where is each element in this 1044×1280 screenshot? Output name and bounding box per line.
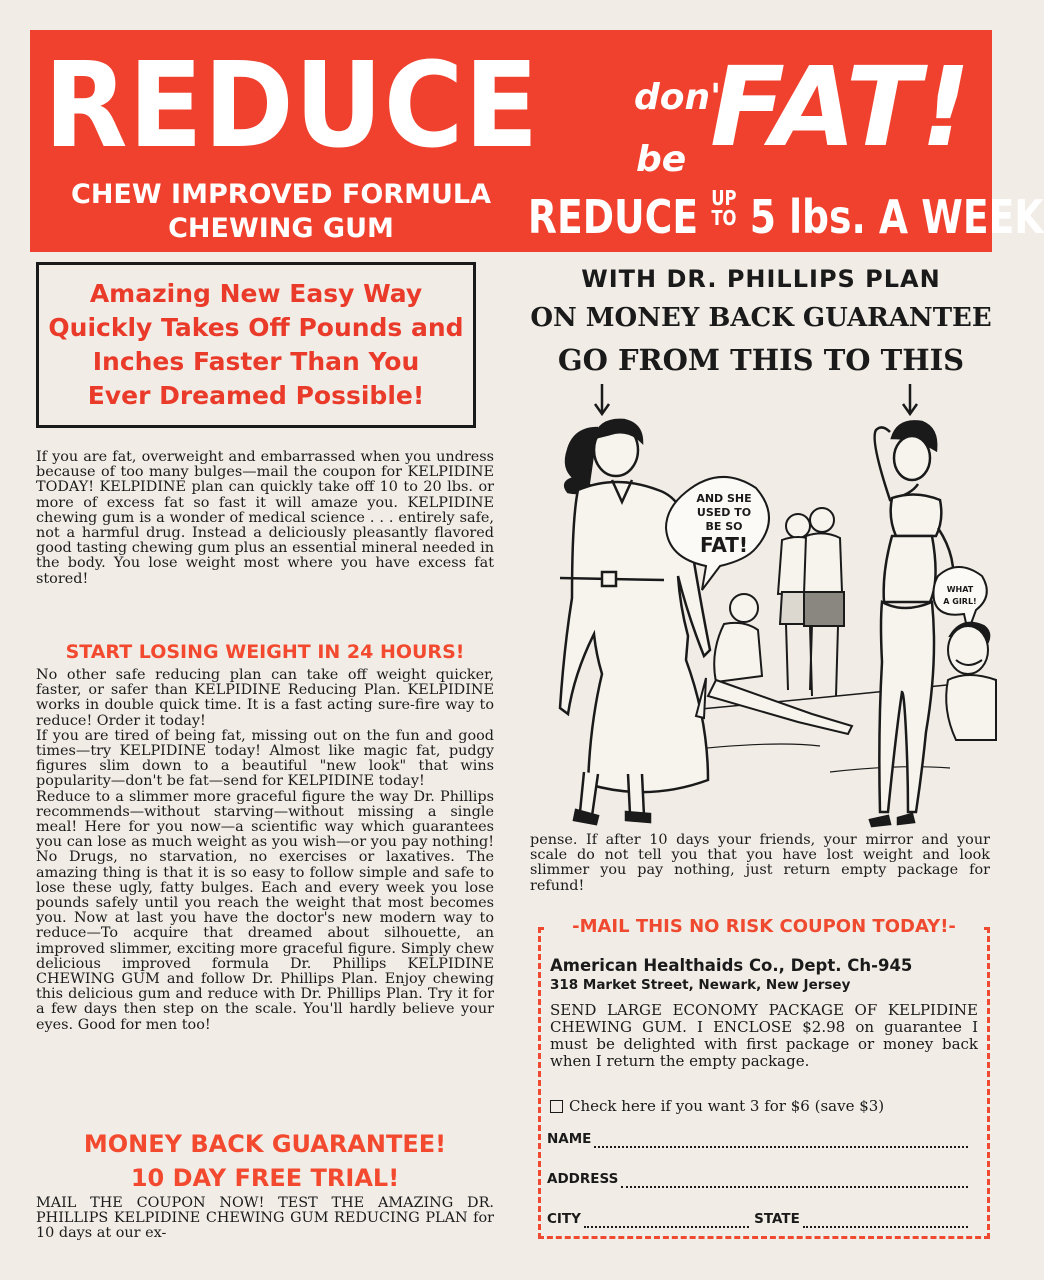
grinning-man-figure [946,623,996,740]
triple-pack-checkbox[interactable] [550,1100,563,1113]
city-label: CITY [547,1211,581,1227]
banner-fat-word: FAT! [710,43,971,171]
paragraph-safe-plan: No other safe reducing plan can take off weight quicker, faster, or safer than KELPIDINE Reducing Plan. KELPIDINE works in double quick time. It is a fast acting sure-fire way to reduce! Order it today! [36,667,494,729]
mail-coupon-paragraph: MAIL THE COUPON NOW! TEST THE AMAZING DR. PHILLIPS KELPIDINE CHEWING GUM REDUCING PLAN for 10 days at our ex- [36,1195,494,1242]
before-after-illustration [520,380,996,830]
down-arrow-icon-left [595,384,609,414]
bubble1-line-4: FAT! [699,533,749,557]
plan-heading [526,262,996,380]
plan-heading-line-1: WITH DR. PHILLIPS PLAN [581,265,941,293]
order-coupon[interactable] [538,927,990,1239]
bubble1-line-1: AND SHE [696,492,752,505]
address-field-row [547,1170,971,1188]
start-losing-heading: START LOSING WEIGHT IN 24 HOURS! [65,641,465,663]
name-field[interactable] [594,1134,968,1148]
city-state-field-row [547,1210,971,1228]
standing-men-figures [778,508,844,696]
red-banner [30,30,1044,252]
bubble1-line-3: BE SO [705,520,743,533]
name-label: NAME [547,1131,592,1147]
bubble1-line-2: USED TO [696,506,752,519]
coupon-title: -MAIL THIS NO RISK COUPON TODAY!- [546,915,982,939]
bubble2-line-1: WHAT [946,585,974,594]
speech-bubble-what-a-girl [934,567,987,632]
banner-chew-gum-text [66,178,496,246]
paragraph-tired-of-fat: If you are tired of being fat, missing out on the fun and good times—try KELPIDINE today! Almost like magic fat, pudgy figures slim down to a beautiful "new look" that wins popularity—don't be fat—send for KELPIDINE today! [36,727,494,790]
banner-chew-line-1: CHEW IMPROVED FORMULA [71,179,491,210]
company-address: 318 Market Street, Newark, New Jersey [550,977,851,993]
order-instructions: SEND LARGE ECONOMY PACKAGE OF KELPIDINE CHEWING GUM. I ENCLOSE $2.98 on guarantee I must be delighted with first package or money back when I return the empty package. [550,1001,978,1070]
address-label: ADDRESS [547,1171,619,1187]
intro-paragraph: If you are fat, overweight and embarrassed when you undress because of too many bulges—mail the coupon for KELPIDINE TODAY! KELPIDINE plan can quickly take off 10 to 20 lbs. or more of excess fat so fast it will amaze you. KELPIDINE chewing gum is a wonder of medical science . . . entirely safe, not a harmful drug. Instead a deliciously pleasantly flavored good tasting chewing gum plus an essential mineral needed in the body. You lose weight most where you have excess fat stored! [36,449,494,587]
headline-text: Amazing New Easy Way Quickly Takes Off Pounds and Inches Faster Than You Ever Dreamed Possible! [48,279,464,410]
bubble2-line-2: A GIRL! [943,597,977,606]
banner-reduce-per-week [527,186,1044,244]
banner-dont-word: don't [634,77,739,118]
state-label: STATE [754,1211,800,1227]
slim-woman-figure [870,421,953,826]
triple-pack-option[interactable] [550,1096,884,1116]
banner-reduce-word: REDUCE [44,36,540,174]
triple-pack-label: Check here if you want 3 for $6 (save $3) [569,1097,885,1115]
money-back-heading: MONEY BACK GUARANTEE! [83,1130,447,1158]
banner-up: UP [711,186,737,210]
refund-paragraph: pense. If after 10 days your friends, your mirror and your scale do not tell you that you have lost weight and look slimmer you pay nothing, just return empty package for refund! [530,832,990,894]
banner-chew-line-2: CHEWING GUM [168,213,394,244]
plan-heading-line-3: GO FROM THIS TO THIS [557,343,965,377]
company-name: American Healthaids Co., Dept. Ch-945 [550,956,913,975]
down-arrow-icon-right [903,384,917,414]
address-field[interactable] [621,1174,968,1188]
main-copy [36,668,494,1033]
state-field[interactable] [803,1214,968,1228]
banner-up-to [711,188,736,228]
name-field-row [547,1130,971,1148]
city-field[interactable] [584,1214,749,1228]
banner-reduce-suffix: 5 lbs. A WEEK [749,190,1044,244]
banner-to: TO [711,206,737,230]
banner-reduce-prefix: REDUCE [527,190,699,244]
banner-be-word: be [636,139,687,180]
paragraph-slimmer-figure: Reduce to a slimmer more graceful figure the way Dr. Phillips recommends—without starving—without missing a single meal! Here for you now—a scientific way which guarantees you can lose as much weight as you wish—or you pay nothing! No Drugs, no starvation, no exercises or laxatives. The amazing thing is that it is so easy to follow simple and safe to lose these ugly, fatty bulges. Each and every week you lose pounds safely until you reach the weight that most becomes you. Now at last you have the doctor's new modern way to reduce—To acquire that dreamed about silhouette, an improved slimmer, exciting more graceful figure. Simply chew delicious improved formula Dr. Phillips KELPIDINE CHEWING GUM and follow Dr. Phillips Plan. Enjoy chewing this delicious gum and reduce with Dr. Phillips Plan. Try it for a few days then step on the scale. You'll hardly believe your eyes. Good for men too! [36,788,494,1033]
heavy-woman-figure [560,420,710,824]
headline-box [36,262,476,428]
free-trial-heading: 10 DAY FREE TRIAL! [130,1164,400,1192]
plan-heading-line-2: ON MONEY BACK GUARANTEE [530,303,992,333]
